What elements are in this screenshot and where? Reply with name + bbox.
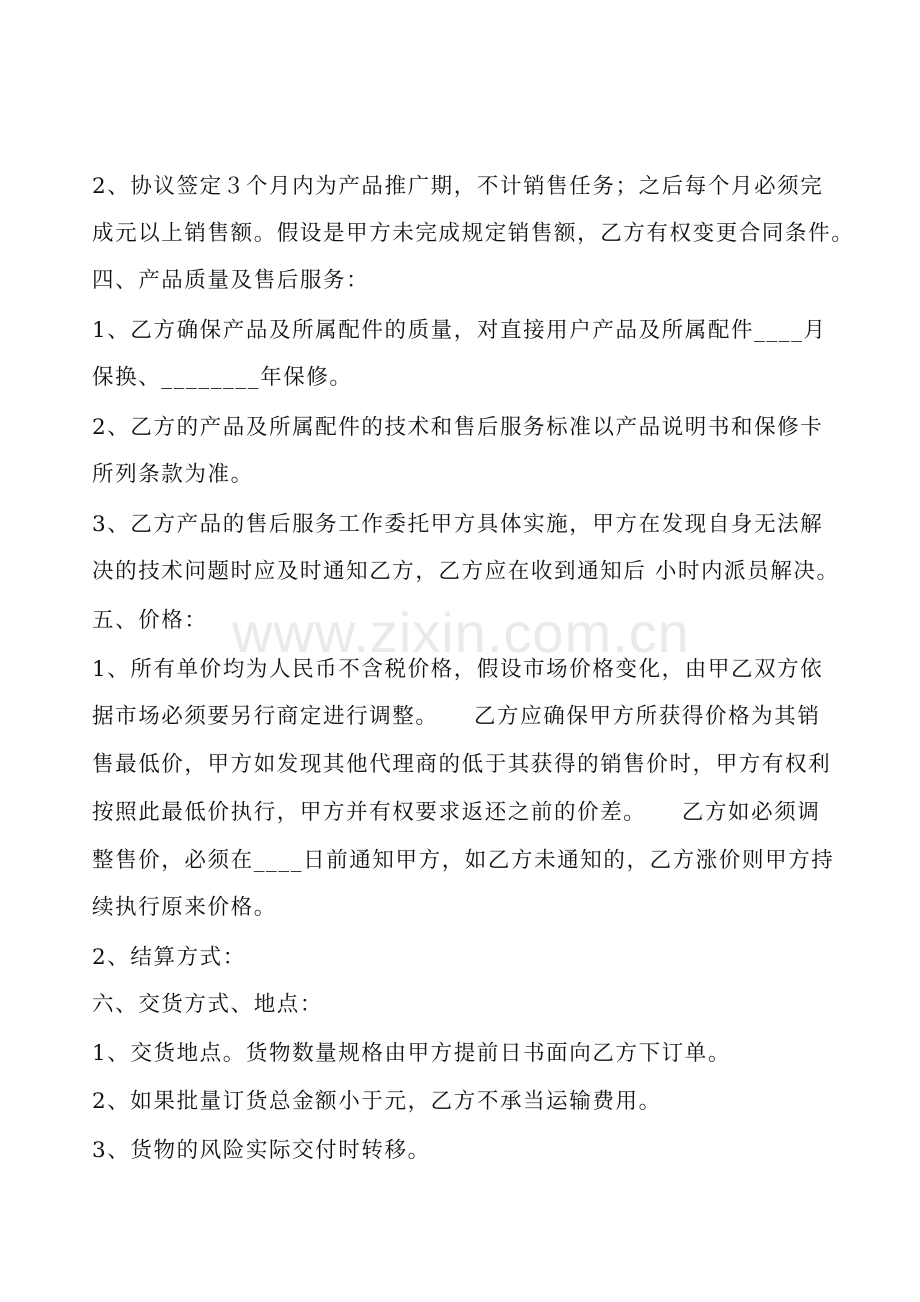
text-line-5: 保换、________年保修。 bbox=[92, 365, 353, 390]
text-line-11: 1、所有单价均为人民币不含税价格，假设市场价格变化，由甲乙双方依 bbox=[92, 657, 824, 682]
text-line-16: 续执行原来价格。 bbox=[92, 895, 277, 920]
text-line-1: 2、协议签定３个月内为产品推广期，不计销售任务；之后每个月必须完 bbox=[92, 174, 824, 199]
text-line-12: 据市场必须要另行商定进行调整。 乙方应确保甲方所获得价格为其销 bbox=[92, 704, 821, 729]
section-heading-5: 五、价格： bbox=[92, 608, 208, 633]
text-line-2: 成元以上销售额。假设是甲方未完成规定销售额，乙方有权变更合同条件。 bbox=[92, 221, 855, 246]
text-line-9: 决的技术问题时应及时通知乙方，乙方应在收到通知后 小时内派员解决。 bbox=[92, 559, 840, 584]
text-line-14: 按照此最低价执行，甲方并有权要求返还之前的价差。 乙方如必须调 bbox=[92, 800, 821, 825]
text-line-15: 整售价，必须在____日前通知甲方，如乙方未通知的，乙方涨价则甲方持 bbox=[92, 848, 835, 873]
text-line-8: 3、乙方产品的售后服务工作委托甲方具体实施，甲方在发现自身无法解 bbox=[92, 512, 824, 537]
section-heading-4: 四、产品质量及售后服务： bbox=[92, 268, 370, 293]
text-line-20: 2、如果批量订货总金额小于元，乙方不承当运输费用。 bbox=[92, 1089, 662, 1114]
text-line-7: 所列条款为准。 bbox=[92, 462, 254, 487]
text-line-13: 售最低价，甲方如发现其他代理商的低于其获得的销售价时，甲方有权利 bbox=[92, 752, 832, 777]
section-heading-6: 六、交货方式、地点： bbox=[92, 992, 324, 1017]
watermark: www.zixin.com.cn bbox=[232, 601, 690, 664]
text-line-21: 3、货物的风险实际交付时转移。 bbox=[92, 1138, 431, 1163]
text-line-4: 1、乙方确保产品及所属配件的质量，对直接用户产品及所属配件____月 bbox=[92, 318, 827, 343]
text-line-17: 2、结算方式： bbox=[92, 945, 246, 970]
text-line-19: 1、交货地点。货物数量规格由甲方提前日书面向乙方下订单。 bbox=[92, 1041, 731, 1066]
text-line-6: 2、乙方的产品及所属配件的技术和售后服务标准以产品说明书和保修卡 bbox=[92, 415, 824, 440]
